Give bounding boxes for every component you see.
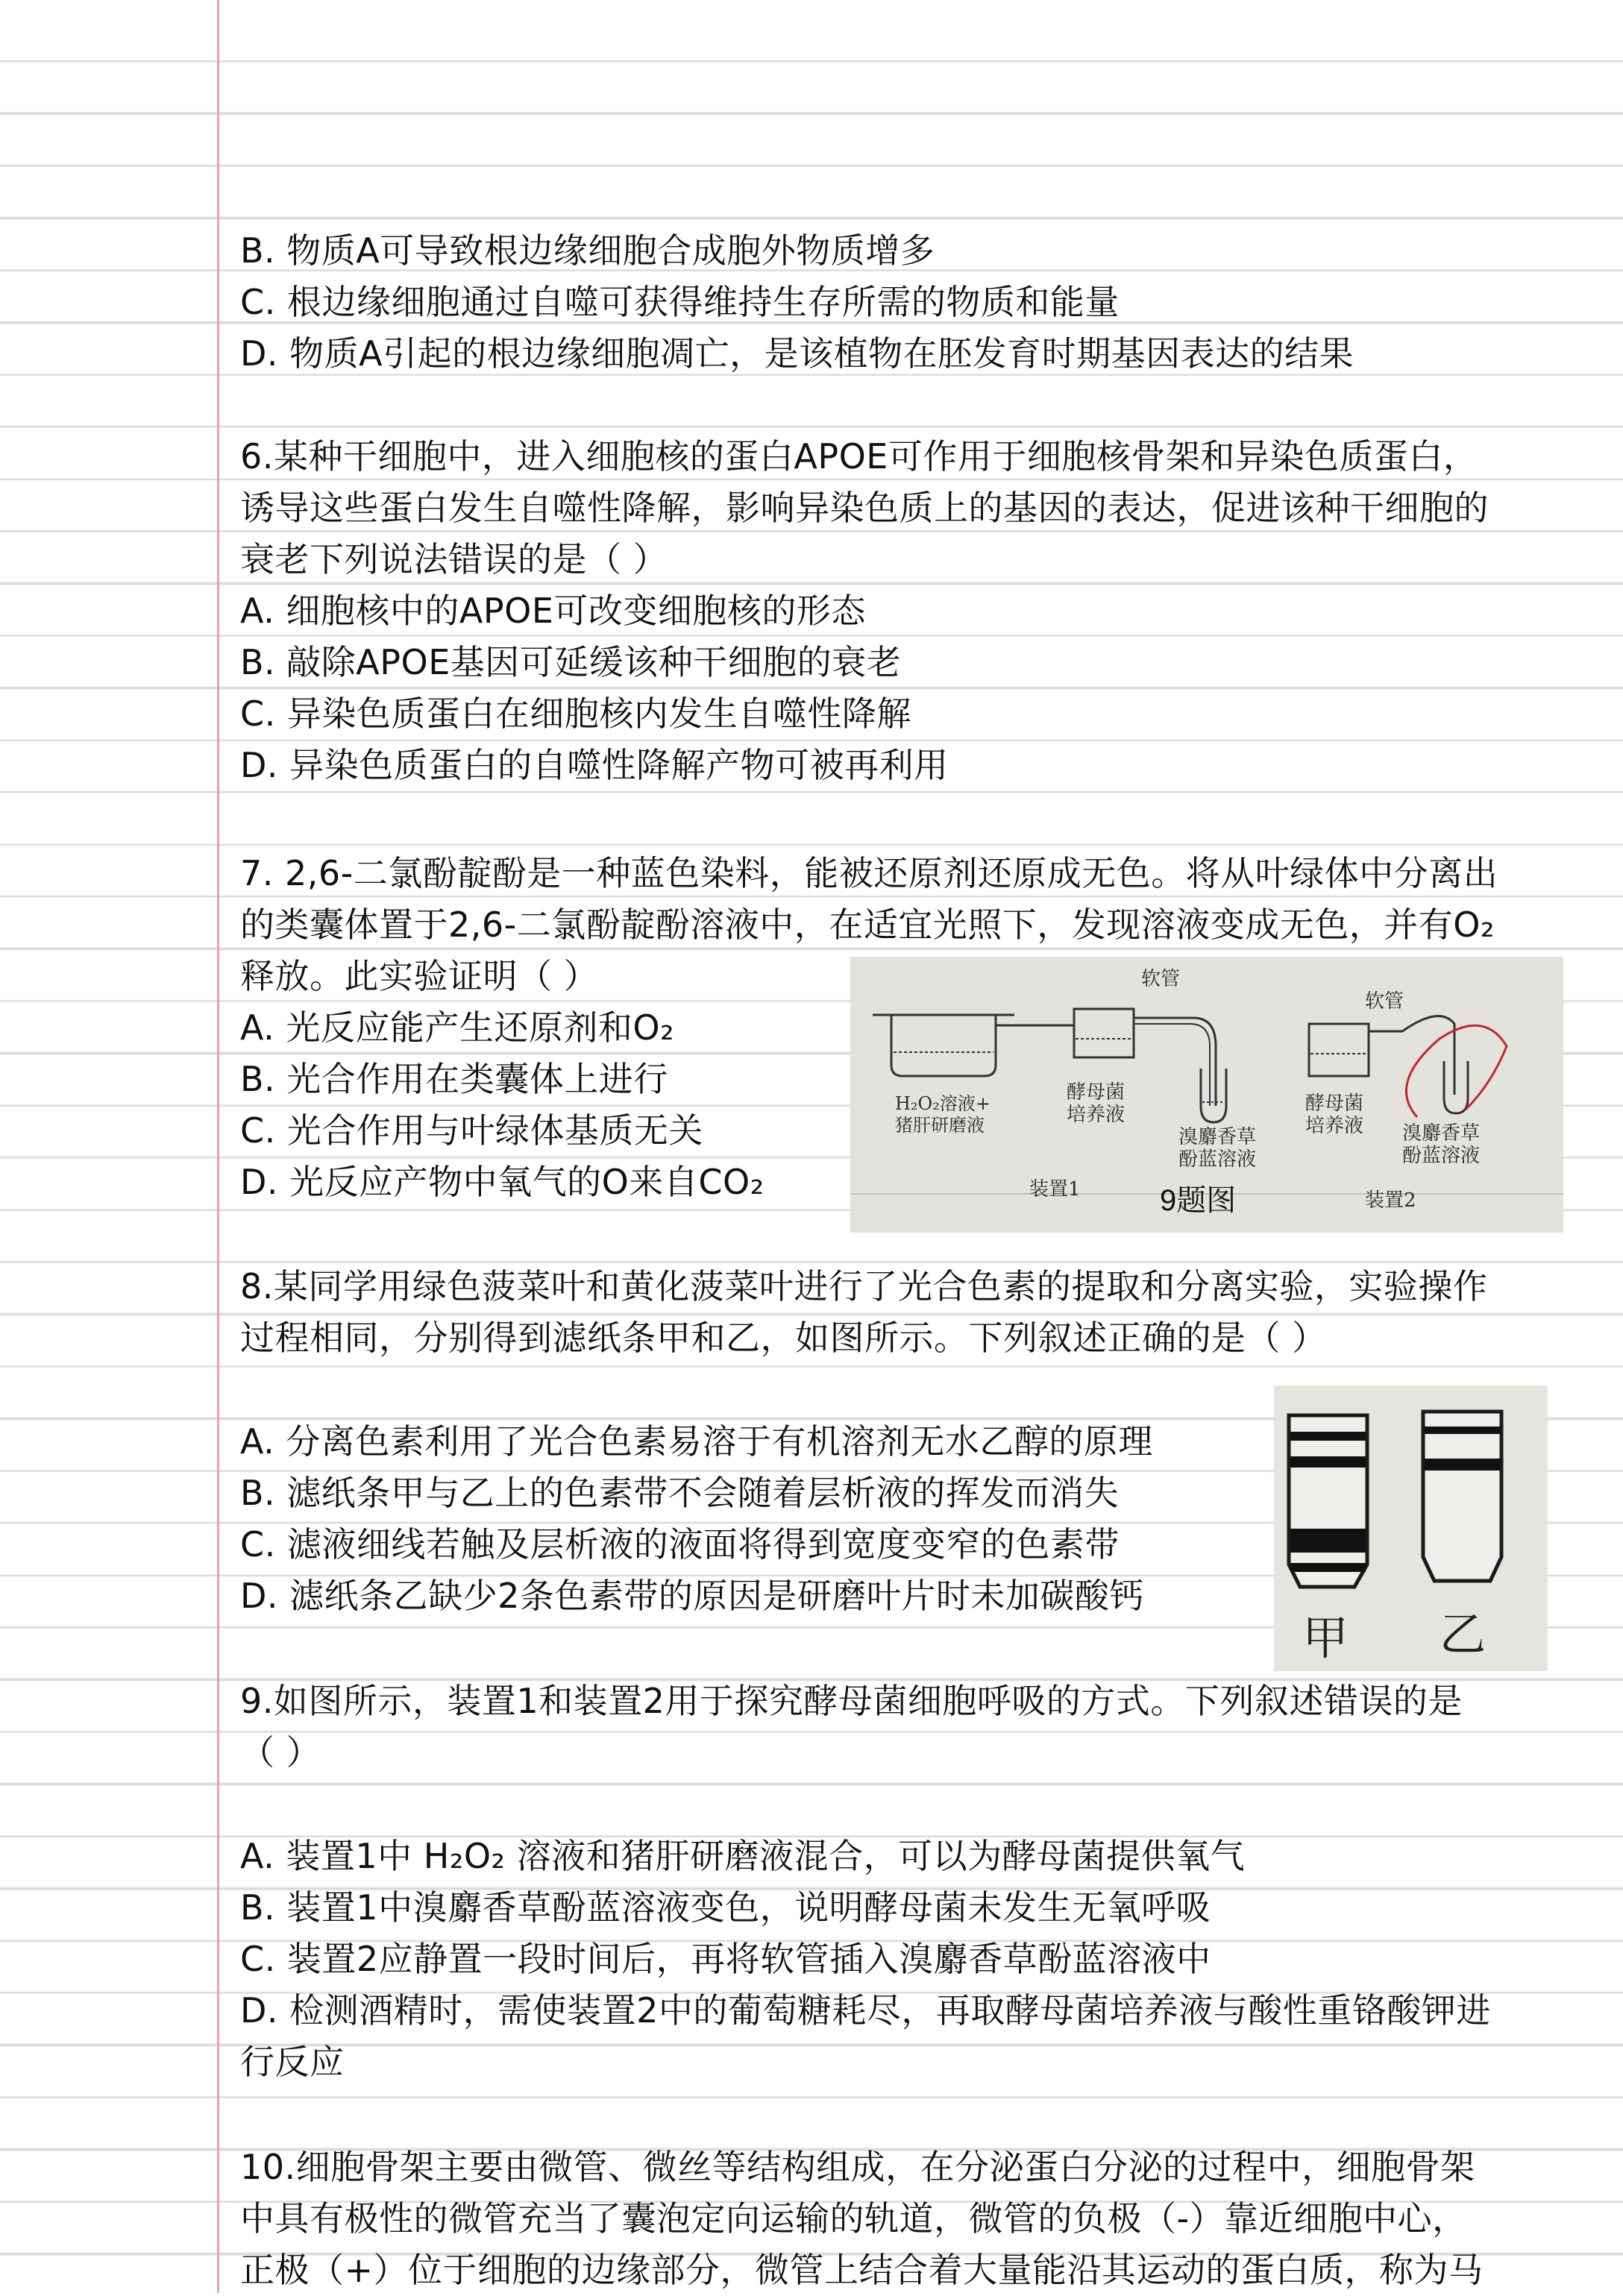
q6-option-a: A. 细胞核中的APOE可改变细胞核的形态 [240, 591, 866, 631]
yeast-label-1b: 培养液 [1067, 1104, 1126, 1126]
q9-option-a: A. 装置1中 H₂O₂ 溶液和猪肝研磨液混合，可以为酵母菌提供氧气 [240, 1836, 1246, 1876]
yeast-label-2a: 酵母菌 [1305, 1092, 1364, 1115]
q8-filter-strips-figure [1274, 1386, 1548, 1671]
q7-stem-line1: 7. 2,6-二氯酚靛酚是一种蓝色染料，能被还原剂还原成无色。将从叶绿体中分离出 [240, 853, 1498, 893]
device1-label: 装置1 [1029, 1178, 1081, 1201]
strip-jia-label: 甲 [1302, 1611, 1349, 1665]
btb-label-1b: 酚蓝溶液 [1178, 1148, 1257, 1171]
q9-apparatus-figure [850, 957, 1563, 1233]
q6-option-b: B. 敲除APOE基因可延缓该种干细胞的衰老 [240, 642, 902, 682]
q7-option-d: D. 光反应产物中氧气的O来自CO₂ [240, 1162, 765, 1202]
strips-diagram [1274, 1386, 1548, 1671]
q9-option-c: C. 装置2应静置一段时间后，再将软管插入溴麝香草酚蓝溶液中 [240, 1939, 1211, 1979]
yeast-label-1a: 酵母菌 [1067, 1081, 1126, 1104]
strip-yi-label: 乙 [1440, 1607, 1487, 1661]
q8-option-b: B. 滤纸条甲与乙上的色素带不会随着层析液的挥发而消失 [240, 1473, 1120, 1513]
q9-stem-line2: （ ） [240, 1732, 321, 1773]
q5-option-d: D. 物质A引起的根边缘细胞凋亡，是该植物在胚发育时期基因表达的结果 [240, 333, 1354, 374]
q6-option-d: D. 异染色质蛋白的自噬性降解产物可被再利用 [240, 745, 949, 785]
q9-stem-line1: 9.如图所示，装置1和装置2用于探究酵母菌细胞呼吸的方式。下列叙述错误的是 [240, 1681, 1463, 1721]
yeast-label-2b: 培养液 [1305, 1115, 1364, 1137]
apparatus-diagram [850, 957, 1563, 1233]
q7-option-b: B. 光合作用在类囊体上进行 [240, 1059, 668, 1099]
q8-option-d: D. 滤纸条乙缺少2条色素带的原因是研磨叶片时未加碳酸钙 [240, 1576, 1144, 1616]
h2o2-label-1: H₂O₂溶液+ [895, 1093, 991, 1114]
q7-stem-line3: 释放。此实验证明（ ） [240, 956, 599, 996]
btb-label-1a: 溴麝香草 [1178, 1126, 1257, 1148]
q10-stem-line1: 10.细胞骨架主要由微管、微丝等结构组成，在分泌蛋白分泌的过程中，细胞骨架 [240, 2147, 1475, 2187]
q6-option-c: C. 异染色质蛋白在细胞核内发生自噬性降解 [240, 693, 911, 734]
q7-option-a: A. 光反应能产生还原剂和O₂ [240, 1007, 675, 1048]
q8-stem-line2: 过程相同，分别得到滤纸条甲和乙，如图所示。下列叙述正确的是（ ） [240, 1318, 1327, 1358]
btb-label-2b: 酚蓝溶液 [1402, 1145, 1481, 1167]
q6-stem-line2: 诱导这些蛋白发生自噬性降解，影响异染色质上的基因的表达，促进该种干细胞的 [240, 488, 1489, 528]
q9-option-d-line2: 行反应 [240, 2042, 345, 2082]
q10-stem-line3: 正极（+）位于细胞的边缘部分，微管上结合着大量能沿其运动的蛋白质，称为马 [240, 2250, 1484, 2290]
q8-option-c: C. 滤液细线若触及层析液的液面将得到宽度变窄的色素带 [240, 1524, 1120, 1564]
btb-label-2a: 溴麝香草 [1402, 1122, 1481, 1145]
device2-label: 装置2 [1365, 1189, 1416, 1212]
q8-stem-line1: 8.某同学用绿色菠菜叶和黄化菠菜叶进行了光合色素的提取和分离实验，实验操作 [240, 1266, 1488, 1306]
q8-option-a: A. 分离色素利用了光合色素易溶于有机溶剂无水乙醇的原理 [240, 1421, 1153, 1462]
tube-label: 软管 [1141, 968, 1181, 990]
margin-line [217, 0, 219, 2293]
q7-option-c: C. 光合作用与叶绿体基质无关 [240, 1110, 703, 1151]
q6-stem-line3: 衰老下列说法错误的是（ ） [240, 539, 668, 579]
tube-label-2: 软管 [1365, 990, 1404, 1013]
q5-option-b: B. 物质A可导致根边缘细胞合成胞外物质增多 [240, 230, 935, 271]
figure-caption: 9题图 [1160, 1184, 1237, 1217]
q7-stem-line2: 的类囊体置于2,6-二氯酚靛酚溶液中，在适宜光照下，发现溶液变成无色，并有O₂ [240, 905, 1495, 945]
q5-option-c: C. 根边缘细胞通过自噬可获得维持生存所需的物质和能量 [240, 282, 1120, 322]
h2o2-label-2: 猪肝研磨液 [895, 1115, 985, 1136]
q9-option-b: B. 装置1中溴麝香草酚蓝溶液变色，说明酵母菌未发生无氧呼吸 [240, 1887, 1211, 1928]
q10-stem-line2: 中具有极性的微管充当了囊泡定向运输的轨道，微管的负极（-）靠近细胞中心， [240, 2198, 1467, 2239]
q9-option-d-line1: D. 检测酒精时，需使装置2中的葡萄糖耗尽，再取酵母菌培养液与酸性重铬酸钾进 [240, 1990, 1491, 2031]
q6-stem-line1: 6.某种干细胞中，进入细胞核的蛋白APOE可作用于细胞核骨架和异染色质蛋白， [240, 436, 1478, 477]
